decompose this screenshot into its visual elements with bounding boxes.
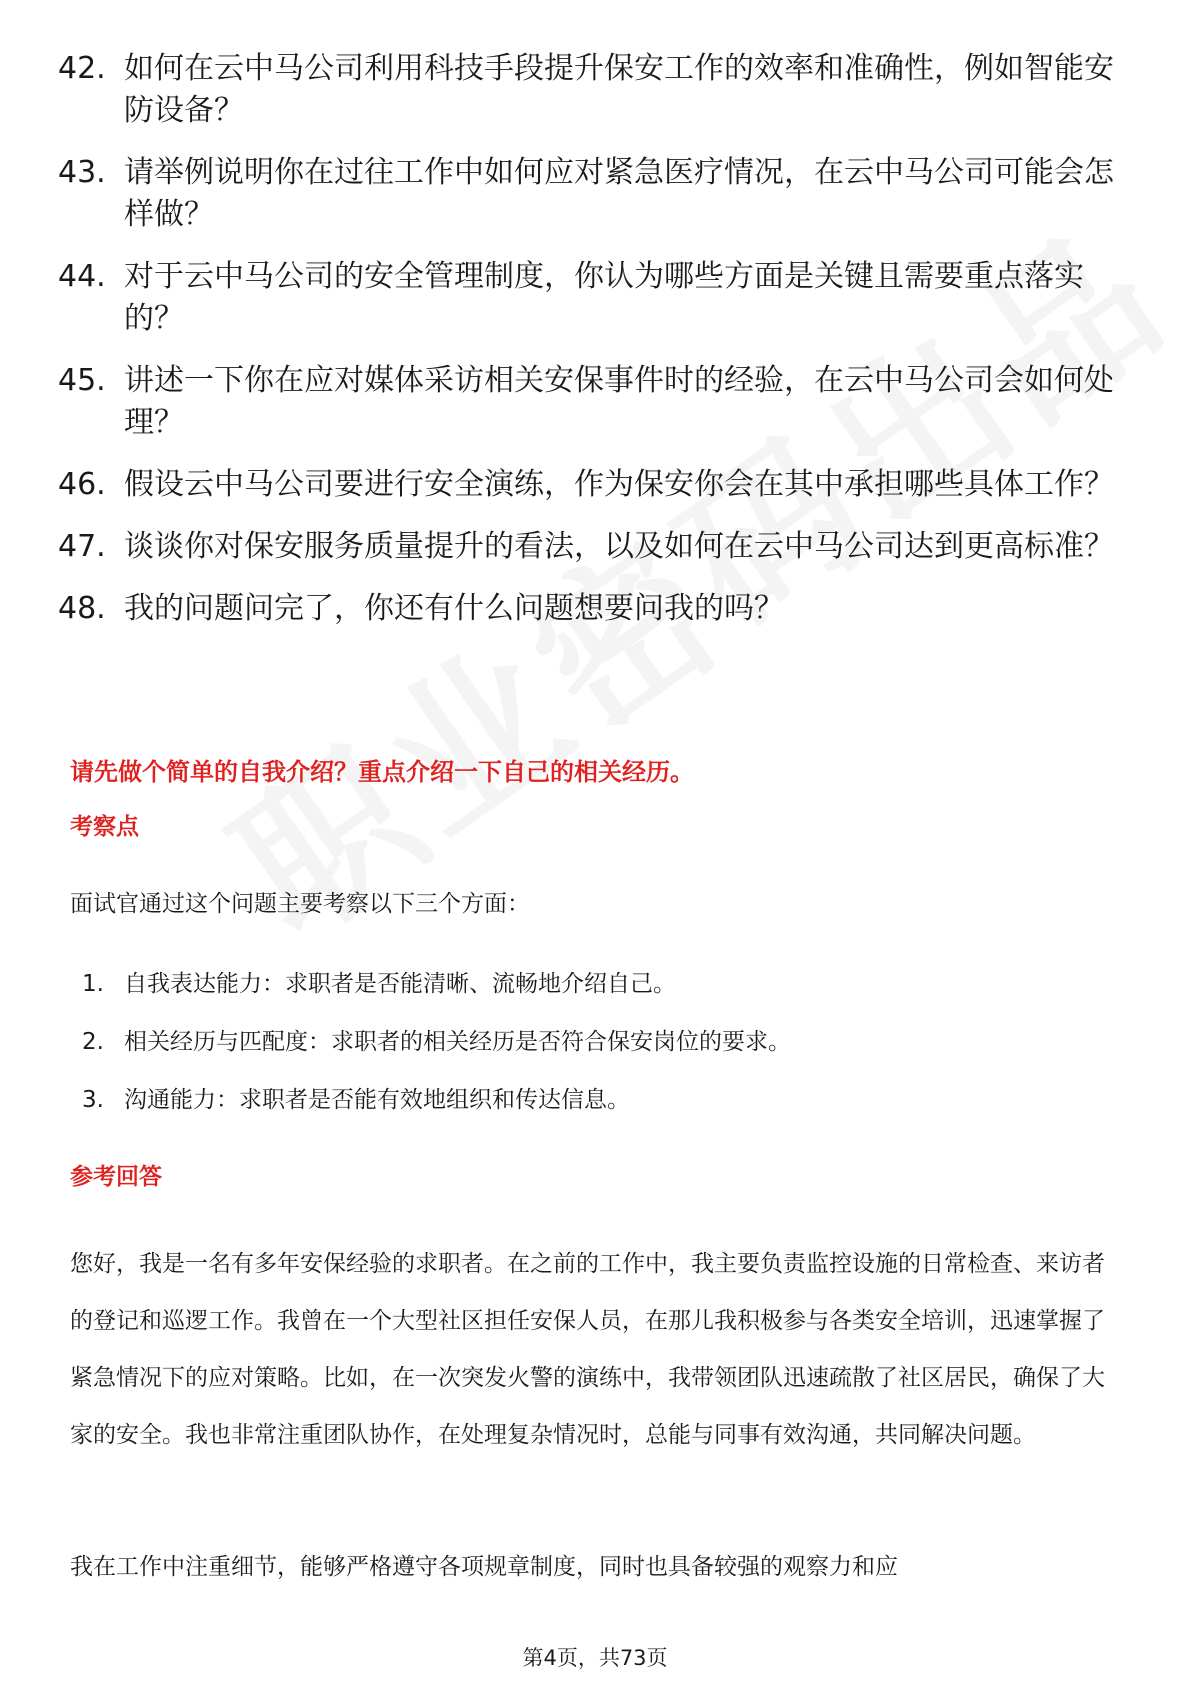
question-item bbox=[58, 48, 1118, 132]
focus-point-number: 3. bbox=[82, 1087, 104, 1113]
question-number: 47. bbox=[58, 529, 106, 564]
question-number: 45. bbox=[58, 363, 106, 398]
question-item bbox=[58, 360, 1118, 444]
question-item bbox=[58, 588, 1118, 630]
question-text: 谈谈你对保安服务质量提升的看法，以及如何在云中马公司达到更高标准？ bbox=[124, 529, 1114, 564]
interview-question-heading: 请先做个简单的自我介绍？重点介绍一下自己的相关经历。 bbox=[70, 758, 694, 786]
focus-point bbox=[82, 1084, 791, 1142]
question-item bbox=[58, 152, 1118, 236]
question-text: 讲述一下你在应对媒体采访相关安保事件时的经验，在云中马公司会如何处理？ bbox=[124, 363, 1114, 440]
answer-paragraph: 您好，我是一名有多年安保经验的求职者。在之前的工作中，我主要负责监控设施的日常检查、来访者的登记和巡逻工作。我曾在一个大型社区担任安保人员，在那儿我积极参与各类安全培训，迅速掌握了紧急情况下的应对策略。比如，在一次突发火警的演练中，我带领团队迅速疏散了社区居民，确保了大家的安全。我也非常注重团队协作，在处理复杂情况时，总能与同事有效沟通，共同解决问题。 bbox=[70, 1251, 1105, 1448]
question-item bbox=[58, 526, 1118, 568]
focus-point-number: 1. bbox=[82, 971, 104, 997]
question-number: 46. bbox=[58, 467, 106, 502]
question-text: 我的问题问完了，你还有什么问题想要问我的吗？ bbox=[124, 591, 784, 626]
focus-point bbox=[82, 1026, 791, 1084]
question-text: 假设云中马公司要进行安全演练，作为保安你会在其中承担哪些具体工作？ bbox=[124, 467, 1114, 502]
focus-points-list bbox=[82, 968, 791, 1142]
question-text: 请举例说明你在过往工作中如何应对紧急医疗情况，在云中马公司可能会怎样做？ bbox=[124, 155, 1114, 232]
page-footer: 第4页，共73页 bbox=[522, 1646, 668, 1670]
question-number: 44. bbox=[58, 259, 106, 294]
focus-point bbox=[82, 968, 791, 1026]
question-number: 42. bbox=[58, 51, 106, 86]
question-text: 对于云中马公司的安全管理制度，你认为哪些方面是关键且需要重点落实的？ bbox=[124, 259, 1084, 336]
focus-point-text: 沟通能力：求职者是否能有效地组织和传达信息。 bbox=[124, 1087, 630, 1113]
focus-point-text: 相关经历与匹配度：求职者的相关经历是否符合保安岗位的要求。 bbox=[124, 1029, 791, 1055]
focus-intro: 面试官通过这个问题主要考察以下三个方面： bbox=[70, 891, 530, 917]
question-list bbox=[58, 48, 1118, 650]
question-item bbox=[58, 464, 1118, 506]
focus-point-text: 自我表达能力：求职者是否能清晰、流畅地介绍自己。 bbox=[124, 971, 676, 997]
focus-heading: 考察点 bbox=[70, 814, 139, 840]
question-text: 如何在云中马公司利用科技手段提升保安工作的效率和准确性，例如智能安防设备？ bbox=[124, 51, 1114, 128]
answer-heading: 参考回答 bbox=[70, 1164, 162, 1190]
question-number: 43. bbox=[58, 155, 106, 190]
answer-paragraph: 我在工作中注重细节，能够严格遵守各项规章制度，同时也具备较强的观察力和应 bbox=[70, 1554, 898, 1580]
question-item bbox=[58, 256, 1118, 340]
focus-point-number: 2. bbox=[82, 1029, 104, 1055]
question-number: 48. bbox=[58, 591, 106, 626]
